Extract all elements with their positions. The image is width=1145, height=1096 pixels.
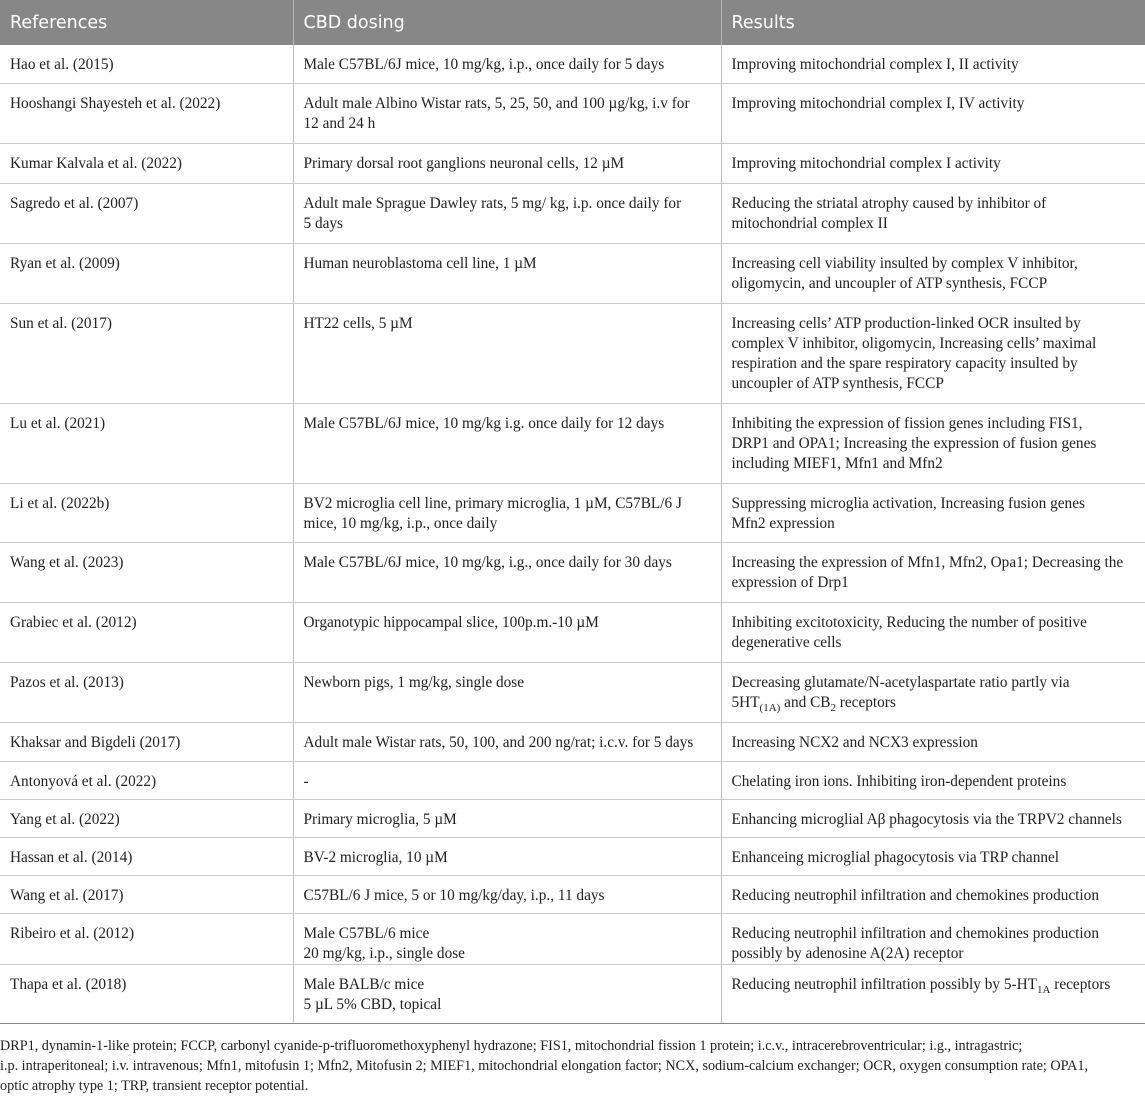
cell-cbd-dosing	[293, 761, 721, 799]
cell-cbd-dosing	[293, 964, 721, 1023]
cell-line: Wang et al. (2017)	[10, 886, 124, 904]
cell-line: Khaksar and Bigdeli (2017)	[10, 733, 181, 751]
cell-line: 20 mg/kg, i.p., single dose	[303, 944, 465, 962]
inline-text: receptors	[1050, 975, 1111, 993]
header-references: References	[0, 0, 293, 45]
cell-line: Inhibiting excitotoxicity, Reducing the number of positive	[731, 613, 1087, 631]
cell-cbd-dosing	[293, 542, 721, 602]
cell-cbd-dosing	[293, 799, 721, 837]
cell-reference	[0, 799, 293, 837]
cell-line: Adult male Albino Wistar rats, 5, 25, 50, and 100 µg/kg, i.v for	[303, 94, 690, 112]
cell-cbd-dosing	[293, 722, 721, 761]
cell-line: Increasing the expression of Mfn1, Mfn2, Opa1; Decreasing the	[731, 553, 1124, 571]
cell-line: degenerative cells	[731, 633, 842, 651]
cell-line: Increasing NCX2 and NCX3 expression	[731, 733, 978, 751]
cell-cbd-dosing	[293, 913, 721, 964]
table-row	[0, 913, 1145, 964]
cell-line: HT22 cells, 5 µM	[303, 314, 413, 332]
cell-line: mice, 10 mg/kg, i.p., once daily	[303, 514, 498, 532]
table-row	[0, 542, 1145, 602]
table-row	[0, 602, 1145, 662]
cell-line: Pazos et al. (2013)	[10, 673, 124, 691]
cell-line: BV-2 microglia, 10 µM	[303, 848, 448, 866]
table-row	[0, 303, 1145, 403]
table-row	[0, 83, 1145, 143]
cell-line: 12 and 24 h	[303, 114, 376, 132]
cell-line: mitochondrial complex II	[731, 214, 888, 232]
cell-cbd-dosing	[293, 403, 721, 483]
cell-results	[721, 243, 1145, 303]
cell-line: Male C57BL/6J mice, 10 mg/kg i.g. once daily for 12 days	[303, 414, 665, 432]
table-row	[0, 722, 1145, 761]
cell-line	[732, 975, 1136, 1000]
cell-results	[721, 602, 1145, 662]
cell-line: Enhanceing microglial phagocytosis via TRP channel	[731, 848, 1060, 866]
cell-reference	[0, 913, 293, 964]
cell-line: Ribeiro et al. (2012)	[10, 924, 135, 942]
cell-line: Primary microglia, 5 µM	[303, 810, 457, 828]
cell-line: Antonyová et al. (2022)	[10, 772, 157, 790]
cell-line: BV2 microglia cell line, primary microglia, 1 µM, C57BL/6 J	[303, 494, 682, 512]
cell-reference	[0, 303, 293, 403]
cell-line: Male C57BL/6J mice, 10 mg/kg, i.g., once daily for 30 days	[303, 553, 672, 571]
cell-line: Primary dorsal root ganglions neuronal cells, 12 µM	[303, 154, 625, 172]
cell-results	[721, 143, 1145, 183]
cell-line: Mfn2 expression	[731, 514, 835, 532]
table-row	[0, 875, 1145, 913]
cell-results	[721, 799, 1145, 837]
inline-text: Reducing neutrophil infiltration possibly by 5-HT	[731, 975, 1037, 993]
table-body	[0, 45, 1145, 1023]
cell-line: Improving mitochondrial complex I activity	[731, 154, 1001, 172]
cell-reference	[0, 483, 293, 542]
cell-line: Suppressing microglia activation, Increasing fusion genes	[731, 494, 1085, 512]
table-row	[0, 483, 1145, 542]
cell-reference	[0, 602, 293, 662]
cell-results	[721, 403, 1145, 483]
table-row	[0, 837, 1145, 875]
cell-cbd-dosing	[293, 243, 721, 303]
subscript-text: (1A)	[759, 701, 781, 714]
table-row	[0, 799, 1145, 837]
cell-results	[721, 303, 1145, 403]
cell-results	[721, 761, 1145, 799]
cell-reference	[0, 761, 293, 799]
subscript-text: 1A	[1036, 983, 1051, 996]
table-row	[0, 964, 1145, 1023]
cell-results	[721, 837, 1145, 875]
cell-reference	[0, 964, 293, 1023]
cell-cbd-dosing	[293, 303, 721, 403]
table-row	[0, 143, 1145, 183]
footnote-line: DRP1, dynamin-1-like protein; FCCP, carbonyl cyanide-p-trifluoromethoxyphenyl hydrazone; FIS1, mitochondrial fission 1 protein; i.c.v., intracerebroventricular; i.g., intragastric;	[0, 1038, 1023, 1054]
cell-cbd-dosing	[293, 83, 721, 143]
table-header-row	[0, 0, 1145, 45]
cell-reference	[0, 45, 293, 83]
cell-results	[721, 83, 1145, 143]
cell-results	[721, 45, 1145, 83]
cell-cbd-dosing	[293, 837, 721, 875]
cell-reference	[0, 837, 293, 875]
cell-line: Reducing neutrophil infiltration and chemokines production	[731, 924, 1099, 942]
cell-cbd-dosing	[293, 143, 721, 183]
cell-line: Thapa et al. (2018)	[10, 975, 127, 993]
cell-reference	[0, 83, 293, 143]
cell-line: Sun et al. (2017)	[10, 314, 112, 332]
cell-line: Chelating iron ions. Inhibiting iron-dependent proteins	[731, 772, 1067, 790]
cell-line: Newborn pigs, 1 mg/kg, single dose	[303, 673, 525, 691]
cell-line: Adult male Wistar rats, 50, 100, and 200 ng/rat; i.c.v. for 5 days	[303, 733, 694, 751]
cell-results	[721, 483, 1145, 542]
cell-line: Hooshangi Shayesteh et al. (2022)	[10, 94, 221, 112]
cell-results	[721, 964, 1145, 1023]
cell-line: Hao et al. (2015)	[10, 56, 114, 73]
cell-line: Enhancing microglial Aβ phagocytosis via the TRPV2 channels	[731, 810, 1122, 828]
cell-results	[721, 542, 1145, 602]
cell-line: Hassan et al. (2014)	[10, 848, 133, 866]
cell-reference	[0, 243, 293, 303]
cell-results	[721, 913, 1145, 964]
inline-text: and CB	[780, 693, 831, 711]
footnote-line: optic atrophy type 1; TRP, transient receptor potential.	[0, 1078, 309, 1094]
cell-line	[732, 693, 1136, 718]
table-row	[0, 403, 1145, 483]
header-results: Results	[721, 0, 1145, 45]
cell-line: Ryan et al. (2009)	[10, 254, 120, 272]
cell-reference	[0, 875, 293, 913]
cell-line: respiration and the spare respiratory capacity insulted by	[731, 354, 1078, 372]
table-row	[0, 183, 1145, 243]
cell-line: expression of Drp1	[731, 573, 849, 591]
footnote-line: i.p. intraperitoneal; i.v. intravenous; Mfn1, mitofusin 1; Mfn2, Mitofusin 2; MIEF1, mitochondrial elongation factor; NCX, sodium-calcium exchanger; OCR, oxygen consumption rate; OPA1,	[0, 1058, 1089, 1074]
cell-line: possibly by adenosine A(2A) receptor	[731, 944, 964, 962]
cell-line: Improving mitochondrial complex I, II activity	[731, 56, 1019, 73]
cell-line: -	[303, 772, 309, 790]
cell-line: Increasing cells’ ATP production-linked OCR insulted by	[731, 314, 1081, 332]
cell-line: 5 µL 5% CBD, topical	[303, 995, 442, 1013]
cell-reference	[0, 662, 293, 722]
cell-results	[721, 875, 1145, 913]
cell-line: Kumar Kalvala et al. (2022)	[10, 154, 183, 172]
cell-line: Male BALB/c mice	[303, 975, 425, 993]
cell-line: complex V inhibitor, oligomycin, Increasing cells’ maximal	[731, 334, 1097, 352]
inline-text: receptors	[835, 693, 896, 711]
cell-line: oligomycin, and uncoupler of ATP synthesis, FCCP	[731, 274, 1048, 292]
cell-cbd-dosing	[293, 183, 721, 243]
inline-text: 5HT	[731, 693, 760, 711]
cell-line: 5 days	[303, 214, 344, 232]
cell-reference	[0, 183, 293, 243]
cell-results	[721, 662, 1145, 722]
cell-line: Li et al. (2022b)	[10, 494, 110, 512]
cell-reference	[0, 403, 293, 483]
cell-reference	[0, 542, 293, 602]
cell-line: Improving mitochondrial complex I, IV activity	[731, 94, 1025, 112]
header-cbd-dosing: CBD dosing	[293, 0, 721, 45]
cell-line: DRP1 and OPA1; Increasing the expression of fusion genes	[731, 434, 1097, 452]
cell-line: Lu et al. (2021)	[10, 414, 106, 432]
cell-results	[721, 183, 1145, 243]
subscript-text: 2	[830, 701, 836, 714]
cell-line: Sagredo et al. (2007)	[10, 194, 139, 212]
cell-line: Decreasing glutamate/N-acetylaspartate ratio partly via	[731, 673, 1070, 691]
cell-line: Grabiec et al. (2012)	[10, 613, 137, 631]
cell-line: C57BL/6 J mice, 5 or 10 mg/kg/day, i.p., 11 days	[303, 886, 605, 904]
table-row	[0, 45, 1145, 83]
cell-cbd-dosing	[293, 875, 721, 913]
cell-line: Organotypic hippocampal slice, 100p.m.-10 µM	[303, 613, 599, 631]
cell-line: Wang et al. (2023)	[10, 553, 124, 571]
cell-line: Human neuroblastoma cell line, 1 µM	[303, 254, 537, 272]
cell-line: Reducing the striatal atrophy caused by inhibitor of	[731, 194, 1047, 212]
cell-reference	[0, 722, 293, 761]
cell-cbd-dosing	[293, 45, 721, 83]
cell-line: Male C57BL/6 mice	[303, 924, 430, 942]
table-footnote	[0, 1036, 1141, 1096]
table-row	[0, 243, 1145, 303]
cell-line: Reducing neutrophil infiltration and chemokines production	[731, 886, 1099, 904]
cell-cbd-dosing	[293, 483, 721, 542]
table-row	[0, 761, 1145, 799]
cell-line: Yang et al. (2022)	[10, 810, 120, 828]
cell-line: Inhibiting the expression of fission genes including FIS1,	[731, 414, 1083, 432]
cell-line: Male C57BL/6J mice, 10 mg/kg, i.p., once daily for 5 days	[303, 56, 665, 73]
cell-line: including MIEF1, Mfn1 and Mfn2	[731, 454, 943, 472]
cell-line: Increasing cell viability insulted by complex V inhibitor,	[731, 254, 1078, 272]
cell-reference	[0, 143, 293, 183]
cell-line: Adult male Sprague Dawley rats, 5 mg/ kg, i.p. once daily for	[303, 194, 682, 212]
table-row	[0, 662, 1145, 722]
cell-line: uncoupler of ATP synthesis, FCCP	[731, 374, 944, 392]
cell-results	[721, 722, 1145, 761]
cell-cbd-dosing	[293, 602, 721, 662]
cell-cbd-dosing	[293, 662, 721, 722]
